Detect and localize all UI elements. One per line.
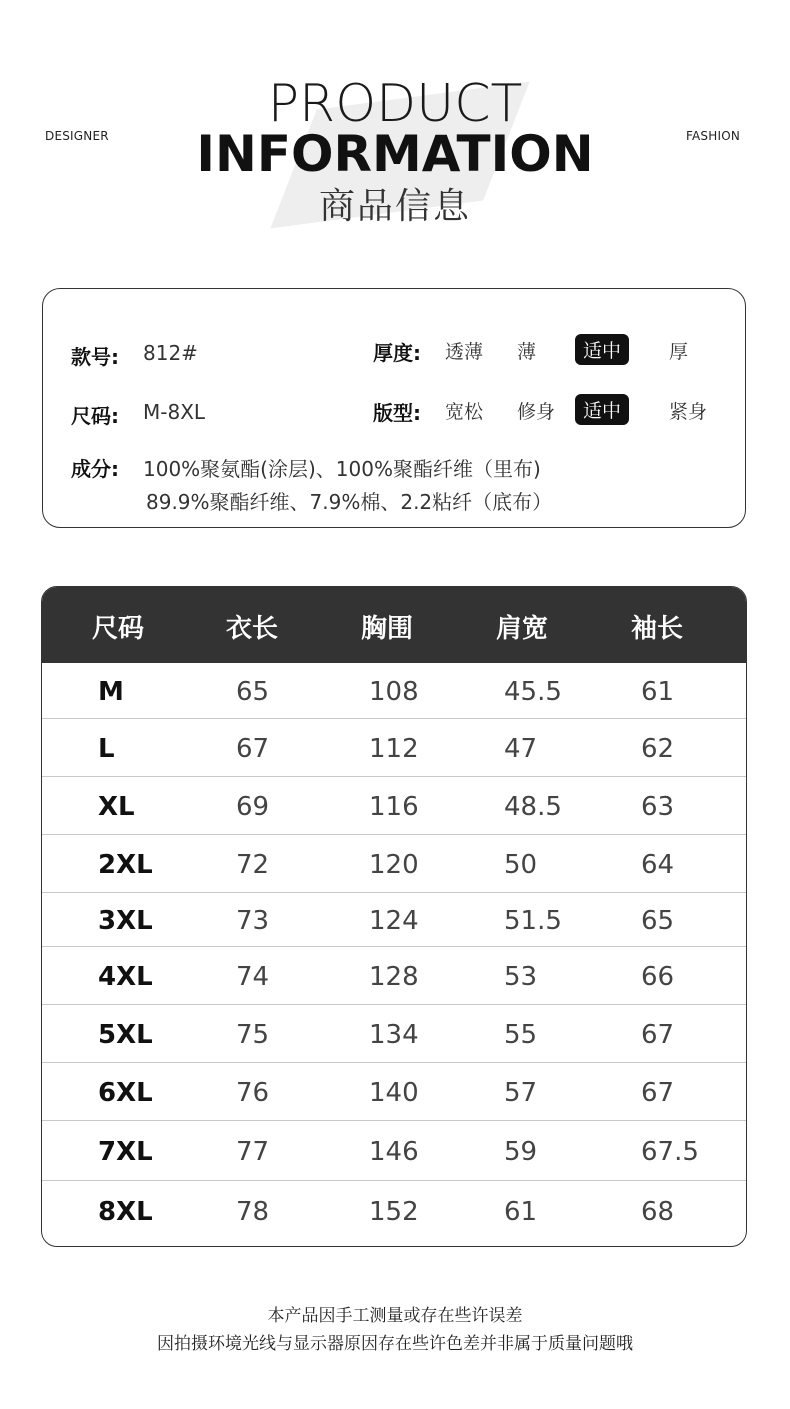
cell-length: 76 — [236, 1078, 270, 1108]
cell-chest: 146 — [369, 1137, 419, 1167]
cell-size: M — [98, 677, 124, 707]
composition-line-1: 100%聚氨酯(涂层)、100%聚酯纤维（里布) — [143, 457, 541, 481]
cell-chest: 108 — [369, 677, 419, 707]
cell-size: 8XL — [98, 1197, 153, 1227]
cell-size: 6XL — [98, 1078, 153, 1108]
cell-shoulder: 61 — [504, 1197, 538, 1227]
cell-size: 5XL — [98, 1020, 153, 1050]
cell-size: 4XL — [98, 962, 153, 992]
header-sleeve: 袖长 — [631, 614, 684, 644]
cell-shoulder: 53 — [504, 962, 538, 992]
designer-label: DESIGNER — [45, 129, 109, 143]
cell-length: 65 — [236, 677, 270, 707]
cell-shoulder: 47 — [504, 734, 538, 764]
table-row — [42, 1063, 746, 1121]
cell-sleeve: 65 — [641, 906, 675, 936]
cell-sleeve: 61 — [641, 677, 675, 707]
header-shoulder: 肩宽 — [496, 614, 549, 644]
cell-length: 69 — [236, 792, 270, 822]
cell-chest: 140 — [369, 1078, 419, 1108]
table-row — [42, 663, 746, 719]
cell-chest: 152 — [369, 1197, 419, 1227]
cell-size: XL — [98, 792, 135, 822]
size-chart-table — [41, 586, 747, 1247]
fit-option-tight: 紧身 — [669, 401, 708, 423]
cell-size: 7XL — [98, 1137, 153, 1167]
cell-length: 67 — [236, 734, 270, 764]
cell-size: L — [98, 734, 115, 764]
fit-option-loose: 宽松 — [445, 401, 484, 423]
fit-option-slim: 修身 — [517, 401, 556, 423]
cell-sleeve: 68 — [641, 1197, 675, 1227]
title-chinese: 商品信息 — [318, 186, 471, 227]
cell-shoulder: 51.5 — [504, 906, 562, 936]
cell-sleeve: 64 — [641, 850, 675, 880]
cell-size: 2XL — [98, 850, 153, 880]
cell-sleeve: 66 — [641, 962, 675, 992]
cell-shoulder: 57 — [504, 1078, 538, 1108]
cell-sleeve: 63 — [641, 792, 675, 822]
cell-sleeve: 67 — [641, 1078, 675, 1108]
header-chest: 胸围 — [361, 614, 414, 644]
fashion-label: FASHION — [686, 129, 741, 143]
title-information: INFORMATION — [196, 125, 594, 183]
header-size: 尺码 — [92, 614, 145, 644]
thickness-label: 厚度: — [373, 341, 421, 365]
cell-sleeve: 62 — [641, 734, 675, 764]
composition-line-2: 89.9%聚酯纤维、7.9%棉、2.2粘纤（底布） — [146, 490, 553, 514]
note-color-difference: 因拍摄环境光线与显示器原因存在些许色差并非属于质量问题哦 — [157, 1334, 633, 1354]
cell-length: 72 — [236, 850, 270, 880]
cell-shoulder: 55 — [504, 1020, 538, 1050]
title-product: PRODUCT — [267, 74, 523, 134]
table-row — [42, 777, 746, 835]
composition-label: 成分: — [71, 457, 119, 481]
cell-length: 73 — [236, 906, 270, 936]
cell-shoulder: 50 — [504, 850, 538, 880]
thickness-option-very-thin: 透薄 — [445, 341, 484, 363]
cell-chest: 124 — [369, 906, 419, 936]
style-no-value: 812# — [143, 341, 198, 365]
header-length: 衣长 — [226, 614, 279, 644]
size-value: M-8XL — [143, 400, 206, 424]
table-row — [42, 947, 746, 1005]
thickness-option-thin: 薄 — [517, 341, 537, 363]
cell-shoulder: 48.5 — [504, 792, 562, 822]
thickness-option-thick: 厚 — [669, 341, 689, 363]
fit-label: 版型: — [373, 401, 421, 425]
cell-length: 74 — [236, 962, 270, 992]
cell-chest: 120 — [369, 850, 419, 880]
cell-sleeve: 67 — [641, 1020, 675, 1050]
cell-shoulder: 45.5 — [504, 677, 562, 707]
product-info-box — [42, 288, 746, 528]
size-label: 尺码: — [71, 404, 119, 428]
table-row — [42, 1121, 746, 1181]
cell-sleeve: 67.5 — [641, 1137, 699, 1167]
note-measurement: 本产品因手工测量或存在些许误差 — [267, 1306, 523, 1326]
thickness-option-medium-selected: 适中 — [575, 334, 629, 365]
cell-chest: 116 — [369, 792, 419, 822]
table-row — [42, 835, 746, 893]
cell-chest: 128 — [369, 962, 419, 992]
table-row — [42, 719, 746, 777]
cell-length: 75 — [236, 1020, 270, 1050]
style-no-label: 款号: — [71, 345, 119, 369]
table-row — [42, 893, 746, 947]
fit-option-regular-selected: 适中 — [575, 394, 629, 425]
cell-chest: 112 — [369, 734, 419, 764]
cell-size: 3XL — [98, 906, 153, 936]
table-row — [42, 1005, 746, 1063]
cell-length: 77 — [236, 1137, 270, 1167]
cell-chest: 134 — [369, 1020, 419, 1050]
table-row — [42, 1181, 746, 1241]
cell-length: 78 — [236, 1197, 270, 1227]
cell-shoulder: 59 — [504, 1137, 538, 1167]
table-header — [42, 587, 746, 663]
